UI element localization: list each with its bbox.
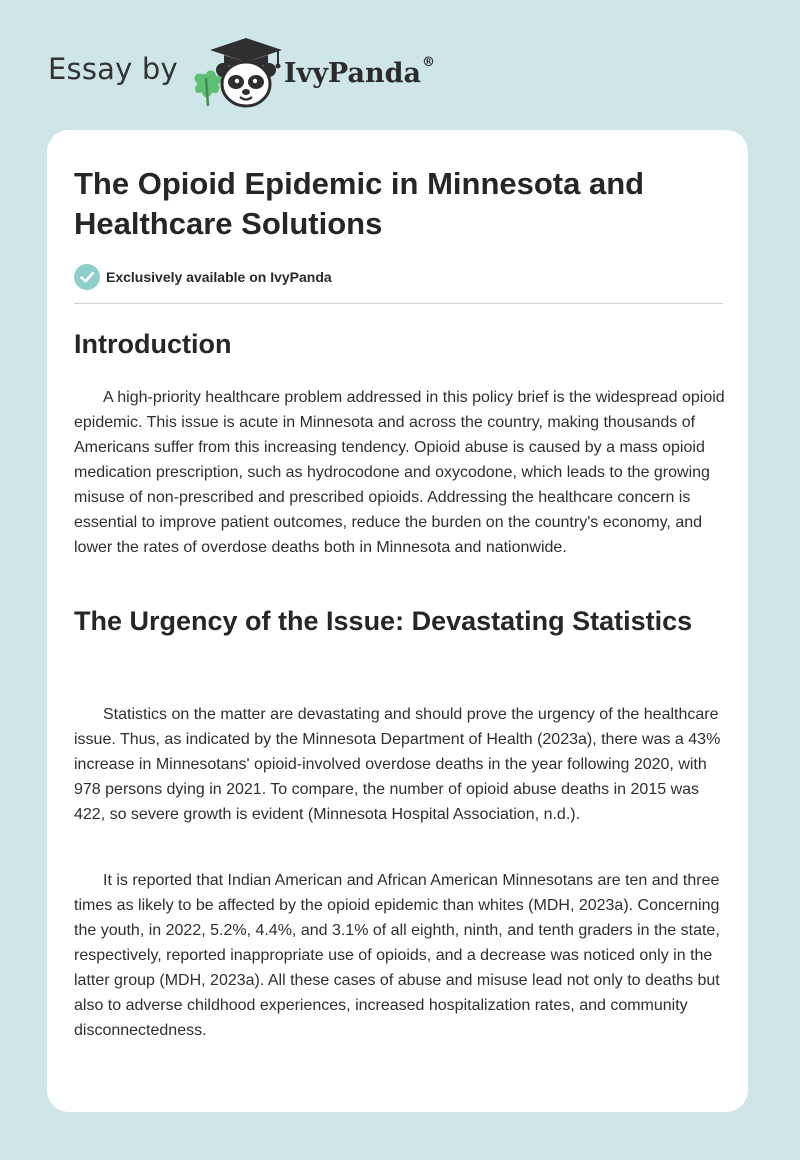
registered-mark: ®	[421, 54, 435, 70]
panda-graduate-logo-icon[interactable]	[190, 34, 282, 110]
exclusive-badge	[74, 264, 332, 290]
introduction-paragraph: A high-priority healthcare problem addressed in this policy brief is the widespread opioid epidemic. This issue is acute in Minnesota and across the country, making thousands of Americans suffer from this increasing tendency. Opioid abuse is caused by a mass opioid medication prescription, such as hydrocodone and oxycodone, which leads to the growing misuse of non-prescribed and prescribed opioids. Addressing the healthcare concern is essential to improve patient outcomes, reduce the burden on the country's economy, and lower the rates of overdose deaths both in Minnesota and nationwide.	[74, 389, 725, 556]
essay-title: The Opioid Epidemic in Minnesota and Healthcare Solutions	[74, 166, 645, 241]
ivy-leaf-icon	[194, 70, 221, 106]
section-heading-introduction: Introduction	[74, 329, 232, 359]
essay-by-label: Essay by	[48, 52, 178, 86]
essay-card	[47, 130, 748, 1112]
exclusive-badge-text: Exclusively available on IvyPanda	[106, 269, 332, 285]
urgency-paragraph-2: It is reported that Indian American and African American Minnesotans are ten and three times as likely to be affected by the opioid epidemic than whites (MDH, 2023a). Concerning the youth, in 2022, 5.2%, 4.4%, and 3.1% of all eighth, ninth, and tenth graders in the state, respectively, reported inappropriate use of opioids, and a decrease was noticed only in the latter group (MDH, 2023a). All these cases of abuse and misuse lead not only to deaths but also to adverse childhood experiences, increased hospitalization rates, and community disconnectedness.	[74, 872, 720, 1039]
title-divider	[74, 303, 723, 304]
section-heading-urgency: The Urgency of the Issue: Devastating Statistics	[74, 606, 693, 636]
urgency-paragraph-1: Statistics on the matter are devastating and should prove the urgency of the healthcare issue. Thus, as indicated by the Minnesota Department of Health (2023a), there was a 43% increase in Minnesotans' opioid-involved overdose deaths in the year following 2020, with 978 persons dying in 2021. To compare, the number of opioid abuse deaths in 2015 was 422, so severe growth is evident (Minnesota Hospital Association, n.d.).	[74, 706, 721, 823]
site-header	[48, 34, 435, 110]
check-circle-icon	[74, 264, 100, 290]
brand-name[interactable]: IvyPanda®	[283, 54, 435, 89]
